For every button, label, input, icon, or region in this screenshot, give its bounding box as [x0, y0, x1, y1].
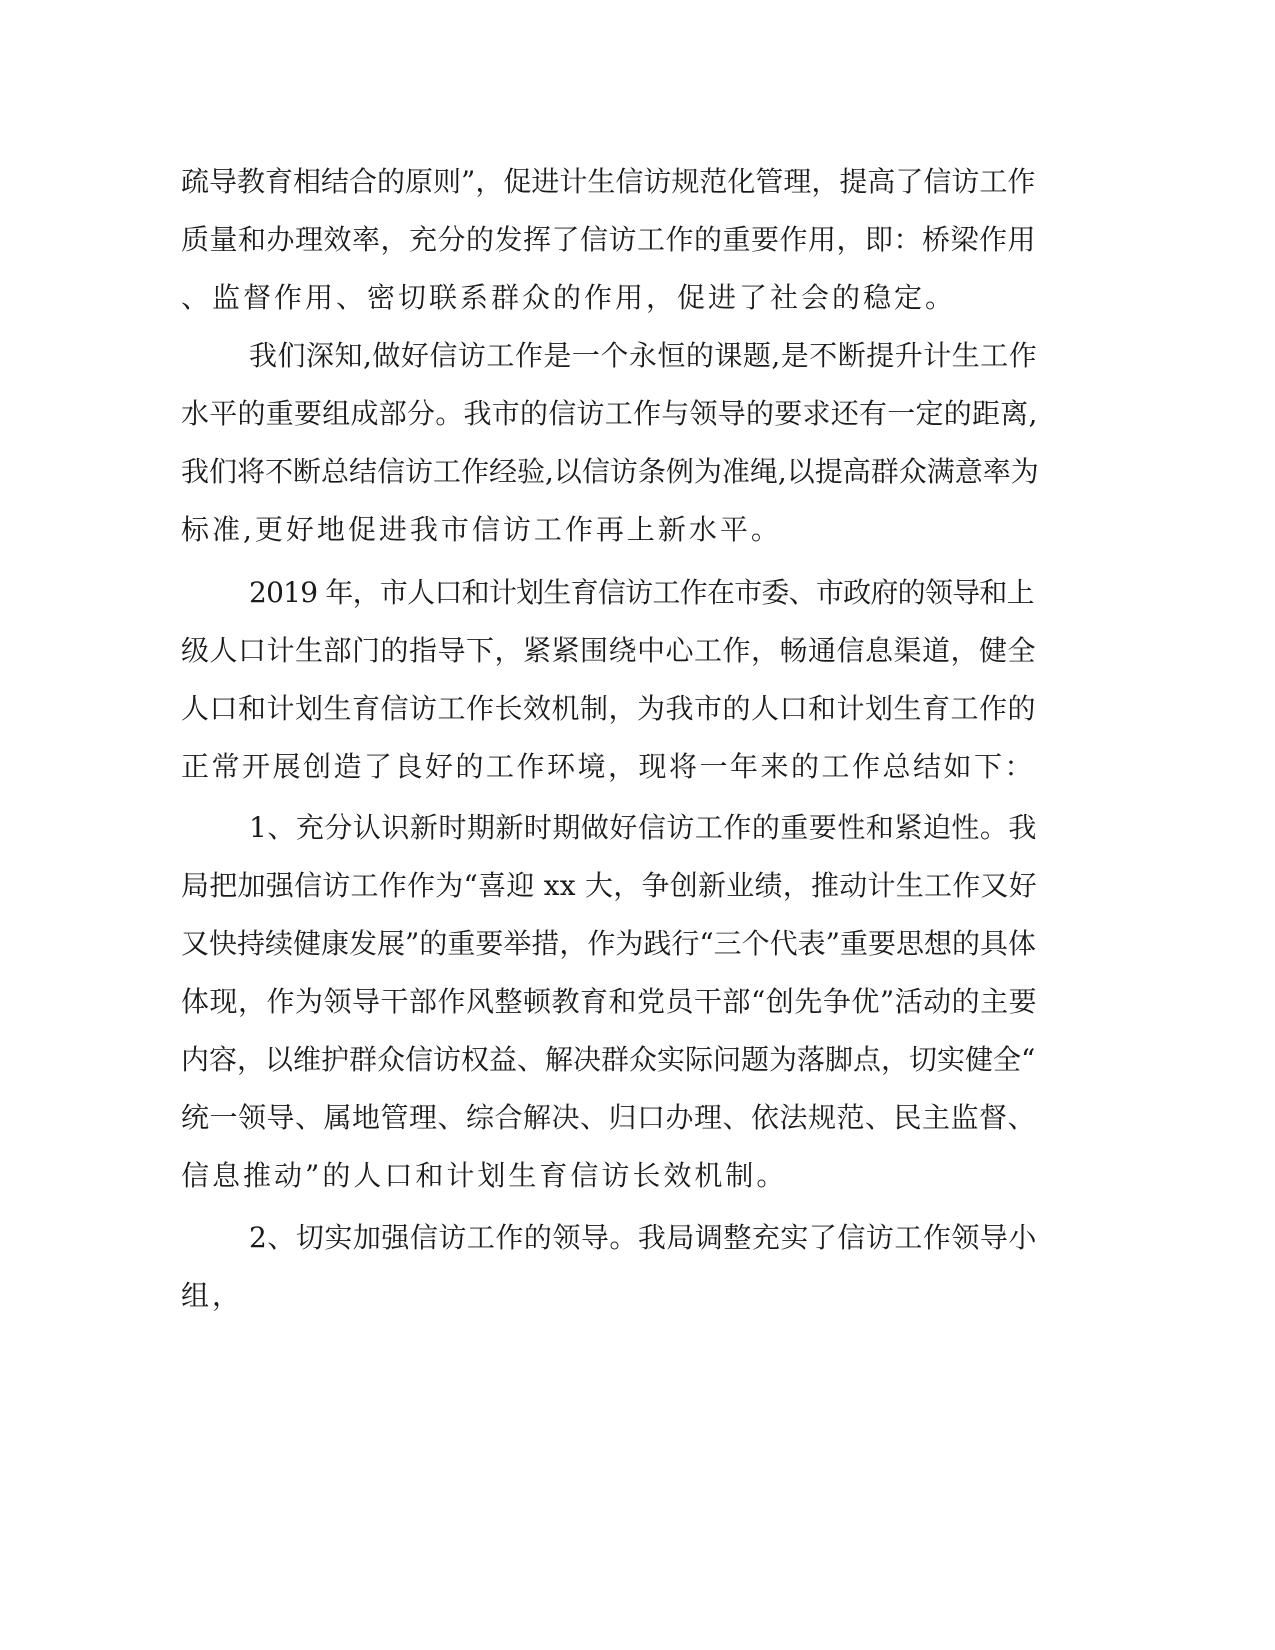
text-line: 2、切实加强信访工作的领导。我局调整充实了信访工作领导小 — [249, 1221, 1037, 1254]
text-line: 统一领导、属地管理、综合解决、归口办理、依法规范、民主监督、 — [181, 1101, 1037, 1134]
text-line: 水平的重要组成部分。我市的信访工作与领导的要求还有一定的距离, — [181, 397, 1038, 430]
text-line: 1、充分认识新时期新时期做好信访工作的重要性和紧迫性。我 — [249, 811, 1037, 844]
text-line: 级人口计生部门的指导下，紧紧围绕中心工作，畅通信息渠道，健全 — [181, 634, 1037, 667]
text-line: 组， — [181, 1279, 244, 1312]
text-line: 局把加强信访工作作为“喜迎 xx 大，争创新业绩，推动计生工作又好 — [181, 869, 1037, 902]
text-line: 标准,更好地促进我市信访工作再上新水平。 — [181, 513, 782, 546]
text-line: 信息推动”的人口和计划生育信访长效机制。 — [181, 1159, 788, 1192]
text-line: 我们深知,做好信访工作是一个永恒的课题,是不断提升计生工作 — [249, 339, 1038, 372]
text-line: 又快持续健康发展”的重要举措，作为践行“三个代表”重要思想的具体 — [181, 927, 1036, 960]
text-line: 质量和办理效率，充分的发挥了信访工作的重要作用，即：桥梁作用 — [181, 223, 1037, 256]
text-line: 人口和计划生育信访工作长效机制，为我市的人口和计划生育工作的 — [181, 692, 1037, 725]
text-line: 正常开展创造了良好的工作环境，现将一年来的工作总结如下： — [181, 750, 1036, 783]
text-line: 2019 年，市人口和计划生育信访工作在市委、市政府的领导和上 — [249, 576, 1034, 609]
text-line: 我们将不断总结信访工作经验,以信访条例为准绳,以提高群众满意率为 — [181, 455, 1039, 488]
text-line: 疏导教育相结合的原则”，促进计生信访规范化管理，提高了信访工作 — [181, 165, 1036, 198]
text-line: 体现，作为领导干部作风整顿教育和党员干部“创先争优”活动的主要 — [181, 985, 1038, 1018]
text-line: 、监督作用、密切联系群众的作用，促进了社会的稳定。 — [181, 281, 957, 314]
text-line: 内容，以维护群众信访权益、解决群众实际问题为落脚点，切实健全“ — [181, 1043, 1036, 1076]
